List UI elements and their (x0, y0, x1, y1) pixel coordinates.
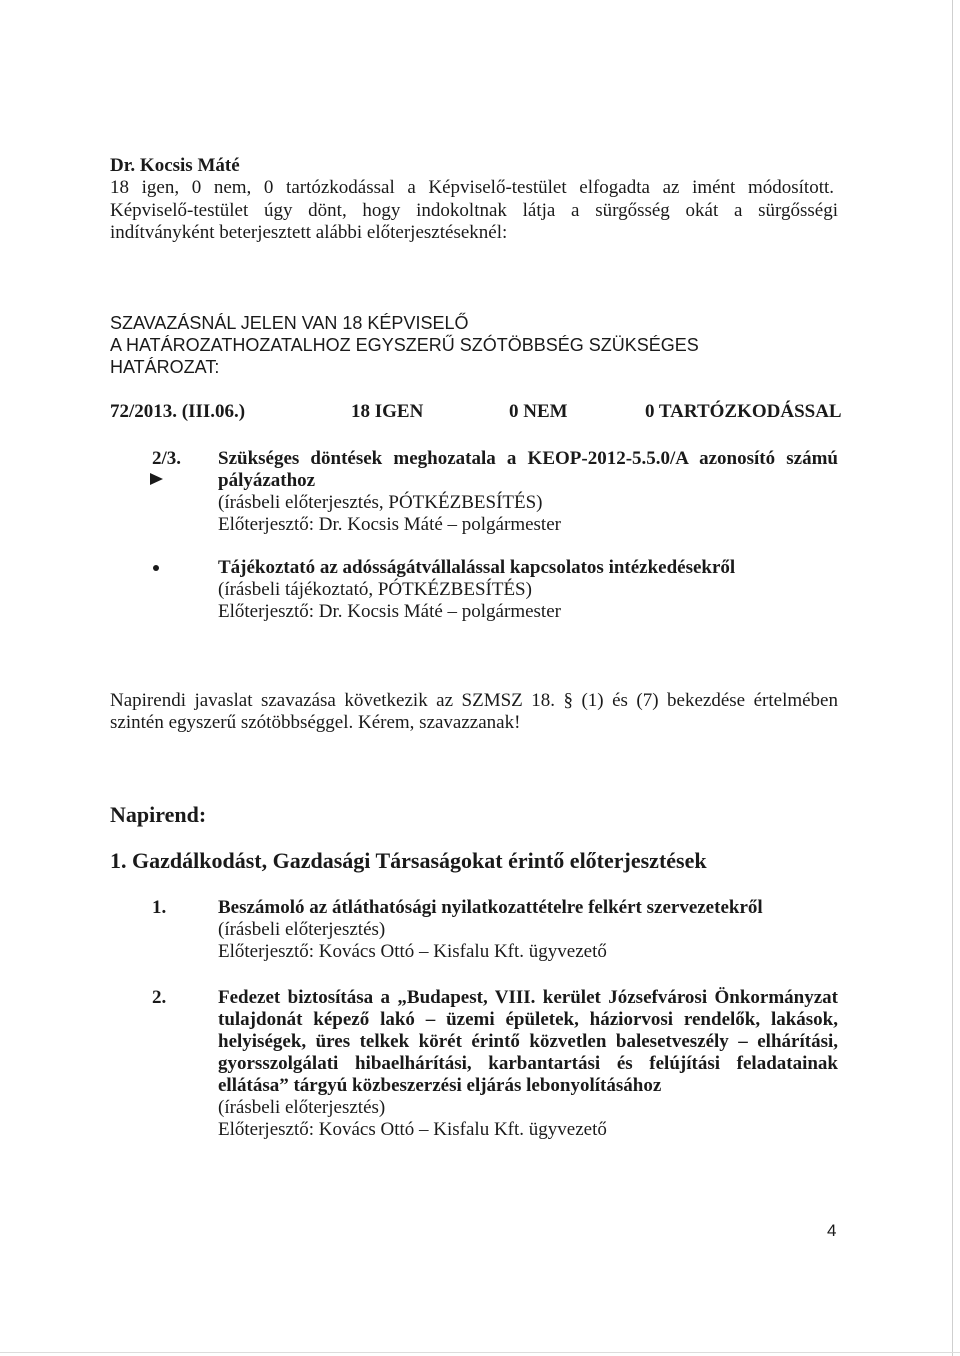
resolution-label: HATÁROZAT: (110, 357, 220, 377)
urgent-item-1 (218, 448, 838, 536)
agenda-vote-line-1: Napirendi javaslat szavazása következik az SZMSZ 18. § (1) és (7) bekezdése értelmében (110, 690, 838, 711)
urgent-item-2-title: Tájékoztató az adósságátvállalással kapcsolatos intézkedésekről (218, 557, 736, 578)
intro-line-3: indítványként beterjesztett alábbi előterjesztéseknél: (110, 222, 508, 243)
agenda-item-2-title-4: gyorsszolgálati hibaelhárítási, karbantartási és felújítási feladatainak (218, 1053, 838, 1074)
agenda-item-2 (218, 987, 838, 1141)
section-heading: 1. Gazdálkodást, Gazdasági Társaságokat érintő előterjesztések (110, 848, 707, 873)
vote-abstain: 0 TARTÓZKODÁSSAL (645, 401, 842, 422)
agenda-item-1 (218, 897, 838, 963)
intro-line-1: 18 igen, 0 nem, 0 tartózkodással a Képviselő-testület elfogadta az imént módosított. (110, 177, 834, 198)
agenda-item-2-title-3: helyiségek, üres telkek körét érintő közvetlen balesetveszély – elhárítási, (218, 1031, 838, 1052)
agenda-item-2-title-5: ellátása” tárgyú közbeszerzési eljárás lebonyolításához (218, 1075, 662, 1096)
agenda-item-1-number: 1. (152, 897, 167, 918)
agenda-item-1-title: Beszámoló az átláthatósági nyilatkozattételre felkért szervezetekről (218, 897, 763, 918)
agenda-item-1-type: (írásbeli előterjesztés) (218, 919, 386, 940)
dot-bullet-icon (153, 565, 159, 571)
page-number: 4 (827, 1221, 837, 1240)
urgent-item-1-title-2: pályázathoz (218, 470, 316, 491)
resolution-number: 72/2013. (III.06.) (110, 401, 246, 422)
urgent-item-1-title-1: Szükséges döntések meghozatala a KEOP-2012-5.5.0/A azonosító számú (218, 448, 838, 469)
speaker-name: Dr. Kocsis Máté (110, 155, 240, 176)
scan-edge-line (952, 0, 953, 1356)
vote-no: 0 NEM (509, 401, 568, 422)
urgent-item-1-presenter: Előterjesztő: Dr. Kocsis Máté – polgármester (218, 514, 561, 535)
urgent-item-2-type: (írásbeli tájékoztató, PÓTKÉZBESÍTÉS) (218, 579, 532, 600)
agenda-item-2-number: 2. (152, 987, 167, 1008)
agenda-item-2-title-2: tulajdonát képező lakó – üzemi épületek, háziorvosi rendelők, lakások, (218, 1009, 838, 1030)
arrow-bullet-icon (150, 473, 163, 485)
urgent-item-number: 2/3. (152, 448, 182, 469)
scan-bottom-line (0, 1352, 960, 1353)
agenda-item-2-title-1: Fedezet biztosítása a „Budapest, VIII. kerület Józsefvárosi Önkormányzat (218, 987, 838, 1008)
agenda-item-2-presenter: Előterjesztő: Kovács Ottó – Kisfalu Kft. ügyvezető (218, 1119, 607, 1140)
vote-majority-line: A HATÁROZATHOZATALHOZ EGYSZERŰ SZÓTÖBBSÉG SZÜKSÉGES (110, 335, 699, 355)
agenda-vote-line-2: szintén egyszerű szótöbbséggel. Kérem, szavazzanak! (110, 712, 521, 733)
vote-yes: 18 IGEN (351, 401, 424, 422)
vote-present-line: SZAVAZÁSNÁL JELEN VAN 18 KÉPVISELŐ (110, 313, 469, 333)
urgent-item-1-type: (írásbeli előterjesztés, PÓTKÉZBESÍTÉS) (218, 492, 543, 513)
agenda-item-1-presenter: Előterjesztő: Kovács Ottó – Kisfalu Kft. ügyvezető (218, 941, 607, 962)
intro-line-2: Képviselő-testület úgy dönt, hogy indokoltnak látja a sürgősség okát a sürgősségi (110, 200, 838, 221)
urgent-item-2-presenter: Előterjesztő: Dr. Kocsis Máté – polgármester (218, 601, 561, 622)
urgent-item-2 (218, 557, 838, 623)
agenda-heading: Napirend: (110, 802, 207, 827)
agenda-item-2-type: (írásbeli előterjesztés) (218, 1097, 386, 1118)
